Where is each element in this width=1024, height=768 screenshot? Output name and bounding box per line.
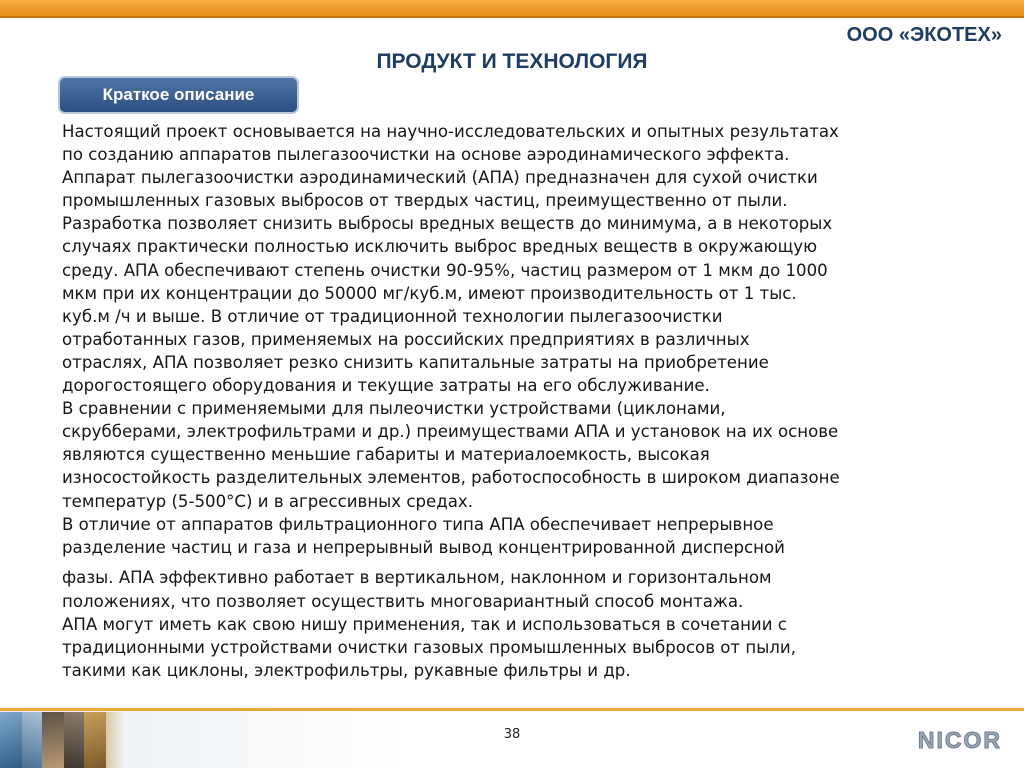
text-line: отработанных газов, применяемых на российских предприятиях в различных xyxy=(62,329,750,349)
section-badge: Краткое описание xyxy=(58,76,299,114)
text-line: Аппарат пылегазоочистки аэродинамический (АПА) предназначен для сухой очистки xyxy=(62,168,818,188)
page-number: 38 xyxy=(503,727,521,742)
company-name: ООО «ЭКОТЕХ» xyxy=(846,24,1002,46)
text-line: Настоящий проект основывается на научно-исследовательских и опытных результатах xyxy=(62,122,839,141)
text-line: отраслях, АПА позволяет резко снизить капитальные затраты на приобретение xyxy=(62,352,769,372)
text-line: куб.м /ч и выше. В отличие от традиционной технологии пылегазоочистки xyxy=(62,306,723,326)
body-text xyxy=(62,120,992,682)
text-line: среду. АПА обеспечивают степень очистки 90-95%, частиц размером от 1 мкм до 1000 xyxy=(62,260,828,280)
text-line: разделение частиц и газа и непрерывный вывод концентрированной дисперсной xyxy=(62,537,785,557)
text-line: В сравнении с применяемыми для пылеочистки устройствами (циклонами, xyxy=(62,399,726,419)
text-line: фазы. АПА эффективно работает в вертикальном, наклонном и горизонтальном xyxy=(62,567,772,587)
text-line: дорогостоящего оборудования и текущие затраты на его обслуживание. xyxy=(62,376,710,396)
text-line: температур (5-500°С) и в агрессивных средах. xyxy=(62,491,473,511)
text-line: В отличие от аппаратов фильтрационного типа АПА обеспечивает непрерывное xyxy=(62,514,774,534)
text-line: случаях практически полностью исключить выброс вредных веществ в окружающую xyxy=(62,237,818,257)
page-title: ПРОДУКТ И ТЕХНОЛОГИЯ xyxy=(376,50,648,73)
top-orange-bar xyxy=(0,0,1024,18)
text-line: скрубберами, электрофильтрами и др.) преимуществами АПА и установок на их основе xyxy=(62,422,839,442)
text-line: такими как циклоны, электрофильтры, рукавные фильтры и др. xyxy=(62,661,631,681)
text-line: АПА могут иметь как свою нишу применения, так и использоваться в сочетании с xyxy=(62,614,787,634)
text-line: Разработка позволяет снизить выбросы вредных веществ до минимума, а в некоторых xyxy=(62,214,833,234)
text-line: являются существенно меньшие габариты и материалоемкость, высокая xyxy=(62,445,710,465)
text-line: по созданию аппаратов пылегазоочистки на основе аэродинамического эффекта. xyxy=(62,145,790,165)
nicor-logo: NICOR xyxy=(917,727,1002,753)
text-line: традиционными устройствами очистки газовых промышленных выбросов от пыли, xyxy=(62,637,796,657)
text-line: мкм при их концентрации до 50000 мг/куб.м, имеют производительность от 1 тыс. xyxy=(62,283,797,303)
text-line: износостойкость разделительных элементов, работоспособность в широком диапазоне xyxy=(62,468,840,488)
text-line: промышленных газовых выбросов от твердых частиц, преимущественно от пыли. xyxy=(62,191,788,211)
text-line: положениях, что позволяет осуществить многовариантный способ монтажа. xyxy=(62,591,744,611)
